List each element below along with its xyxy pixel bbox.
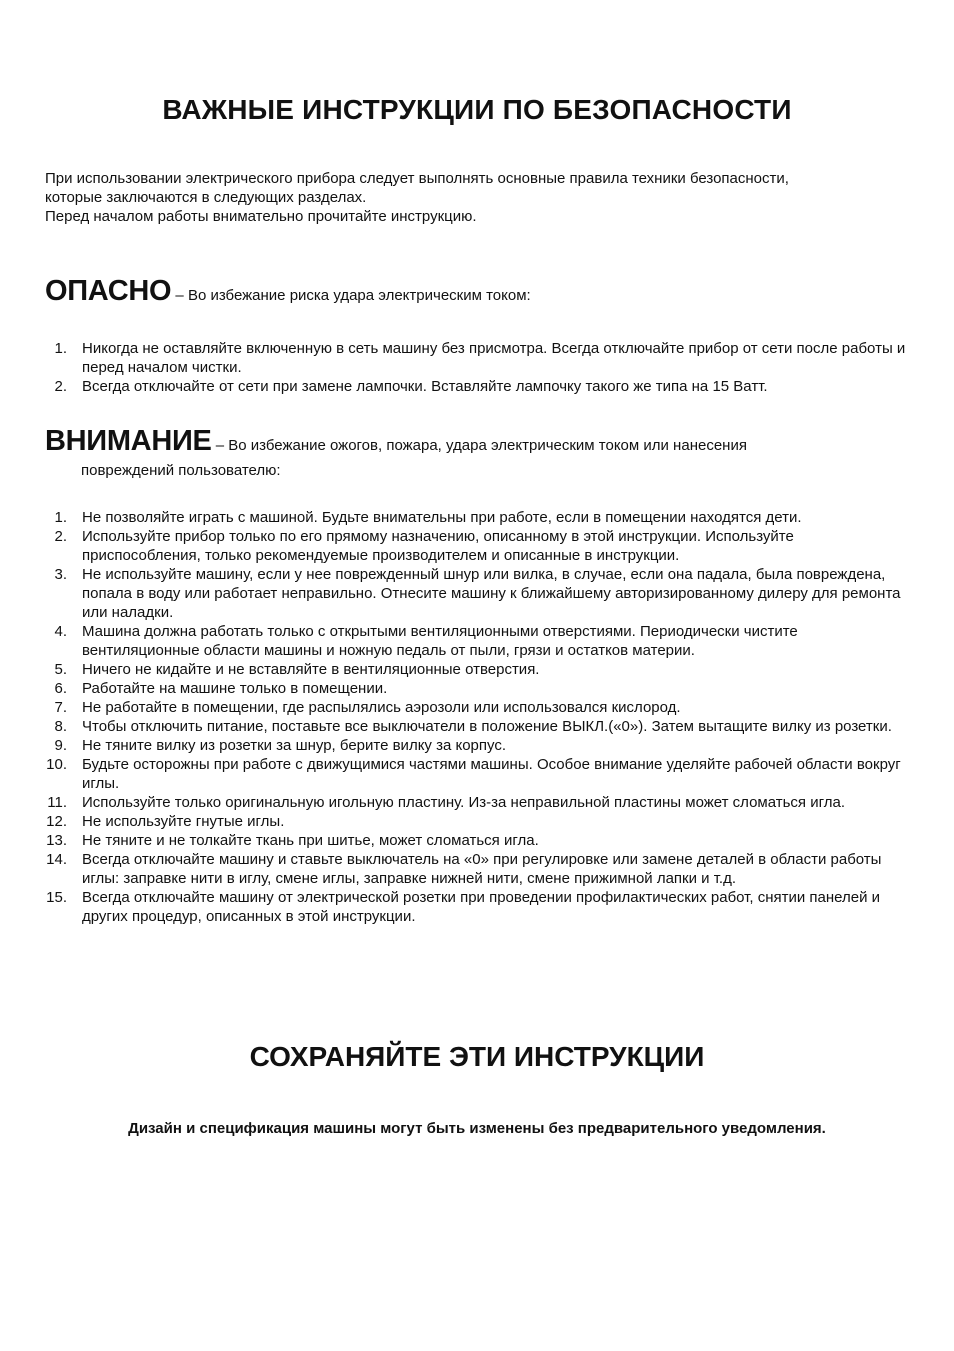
list-item-number: 15. — [46, 889, 67, 906]
list-item — [45, 679, 907, 698]
list-item-text: Ничего не кидайте и не вставляйте в вентиляционные отверстия. — [82, 661, 540, 678]
danger-heading-word: ОПАСНО — [45, 275, 172, 307]
list-item-text: Не тяните вилку из розетки за шнур, берите вилку за корпус. — [82, 737, 507, 754]
list-item-text: Не тяните и не толкайте ткань при шитье, может сломаться игла. — [82, 832, 539, 849]
warning-heading-subtitle-continued: повреждений пользователю: — [81, 462, 281, 479]
list-item — [45, 377, 907, 396]
list-item-number: 2. — [54, 528, 67, 545]
warning-heading — [45, 425, 915, 480]
intro-paragraph — [45, 169, 915, 226]
list-item-text: Не позволяйте играть с машиной. Будьте внимательны при работе, если в помещении находятся дети. — [82, 509, 802, 526]
save-instructions-title: СОХРАНЯЙТЕ ЭТИ ИНСТРУКЦИИ — [249, 1041, 705, 1072]
list-item-number: 3. — [54, 566, 67, 583]
list-item — [45, 888, 907, 926]
list-item-number: 11. — [47, 794, 67, 811]
list-item-number: 5. — [54, 661, 67, 678]
list-item-number: 4. — [54, 623, 67, 640]
list-item-number: 12. — [46, 813, 67, 830]
list-item — [45, 339, 907, 377]
list-item-text: Всегда отключайте от сети при замене лампочки. Вставляйте лампочку такого же типа на 15 Ватт. — [82, 378, 768, 395]
danger-list — [45, 339, 907, 396]
list-item-text: Используйте прибор только по его прямому назначению, описанному в этой инструкции. Используйте приспособления, только рекомендуемые производителем и описанные в инструкции. — [82, 528, 794, 564]
intro-line: Перед началом работы внимательно прочитайте инструкцию. — [45, 208, 477, 225]
warning-list — [45, 508, 907, 926]
list-item-number: 1. — [54, 340, 67, 357]
warning-heading-subtitle: – Во избежание ожогов, пожара, удара электрическим током или нанесения — [211, 437, 747, 454]
list-item-number: 2. — [54, 378, 67, 395]
list-item-number: 6. — [54, 680, 67, 697]
danger-heading — [45, 275, 915, 307]
list-item-number: 14. — [46, 851, 67, 868]
intro-line: При использовании электрического прибора следует выполнять основные правила техники безопасности, — [45, 170, 789, 187]
list-item — [45, 565, 907, 622]
list-item-text: Всегда отключайте машину и ставьте выключатель на «0» при регулировке или замене деталей в области работы иглы: заправке нити в иглу, смене иглы, заправке нижней нити, смене прижимной лапки и т.д. — [82, 851, 882, 887]
list-item-text: Никогда не оставляйте включенную в сеть машину без присмотра. Всегда отключайте прибор от сети после работы и перед началом чистки. — [82, 340, 906, 376]
list-item-text: Работайте на машине только в помещении. — [82, 680, 388, 697]
list-item — [45, 660, 907, 679]
list-item-text: Не используйте машину, если у нее поврежденный шнур или вилка, в случае, если она падала, была повреждена, попала в воду или работает неправильно. Отнесите машину к ближайшему авторизированному дилеру для ремонта или наладки. — [82, 566, 901, 621]
list-item — [45, 736, 907, 755]
list-item-text: Чтобы отключить питание, поставьте все выключатели в положение ВЫКЛ.(«0»). Затем вытащите вилку из розетки. — [82, 718, 892, 735]
list-item-number: 1. — [54, 509, 67, 526]
footer-note: Дизайн и спецификация машины могут быть изменены без предварительного уведомления. — [128, 1120, 826, 1137]
list-item-text: Не используйте гнутые иглы. — [82, 813, 285, 830]
danger-heading-subtitle: – Во избежание риска удара электрическим током: — [171, 287, 531, 304]
list-item-number: 13. — [46, 832, 67, 849]
list-item — [45, 717, 907, 736]
list-item — [45, 755, 907, 793]
list-item — [45, 527, 907, 565]
list-item-number: 7. — [54, 699, 67, 716]
list-item-text: Не работайте в помещении, где распылялись аэрозоли или использовался кислород. — [82, 699, 681, 716]
intro-line: которые заключаются в следующих разделах. — [45, 189, 367, 206]
warning-heading-word: ВНИМАНИЕ — [45, 425, 212, 457]
list-item — [45, 622, 907, 660]
list-item — [45, 698, 907, 717]
list-item-text: Всегда отключайте машину от электрической розетки при проведении профилактических работ, снятии панелей и других процедур, описанных в этой инструкции. — [82, 889, 881, 925]
list-item — [45, 793, 907, 812]
list-item-number: 10. — [46, 756, 67, 773]
list-item-number: 8. — [54, 718, 67, 735]
list-item-text: Используйте только оригинальную игольную пластину. Из-за неправильной пластины может сломаться игла. — [82, 794, 846, 811]
list-item — [45, 508, 907, 527]
list-item — [45, 850, 907, 888]
list-item — [45, 831, 907, 850]
list-item — [45, 812, 907, 831]
list-item-text: Машина должна работать только с открытыми вентиляционными отверстиями. Периодически чистите вентиляционные области машины и ножную педаль от пыли, грязи и остатков материи. — [82, 623, 798, 659]
page-title: ВАЖНЫЕ ИНСТРУКЦИИ ПО БЕЗОПАСНОСТИ — [162, 94, 792, 125]
list-item-number: 9. — [54, 737, 67, 754]
list-item-text: Будьте осторожны при работе с движущимися частями машины. Особое внимание уделяйте рабочей области вокруг иглы. — [82, 756, 901, 792]
